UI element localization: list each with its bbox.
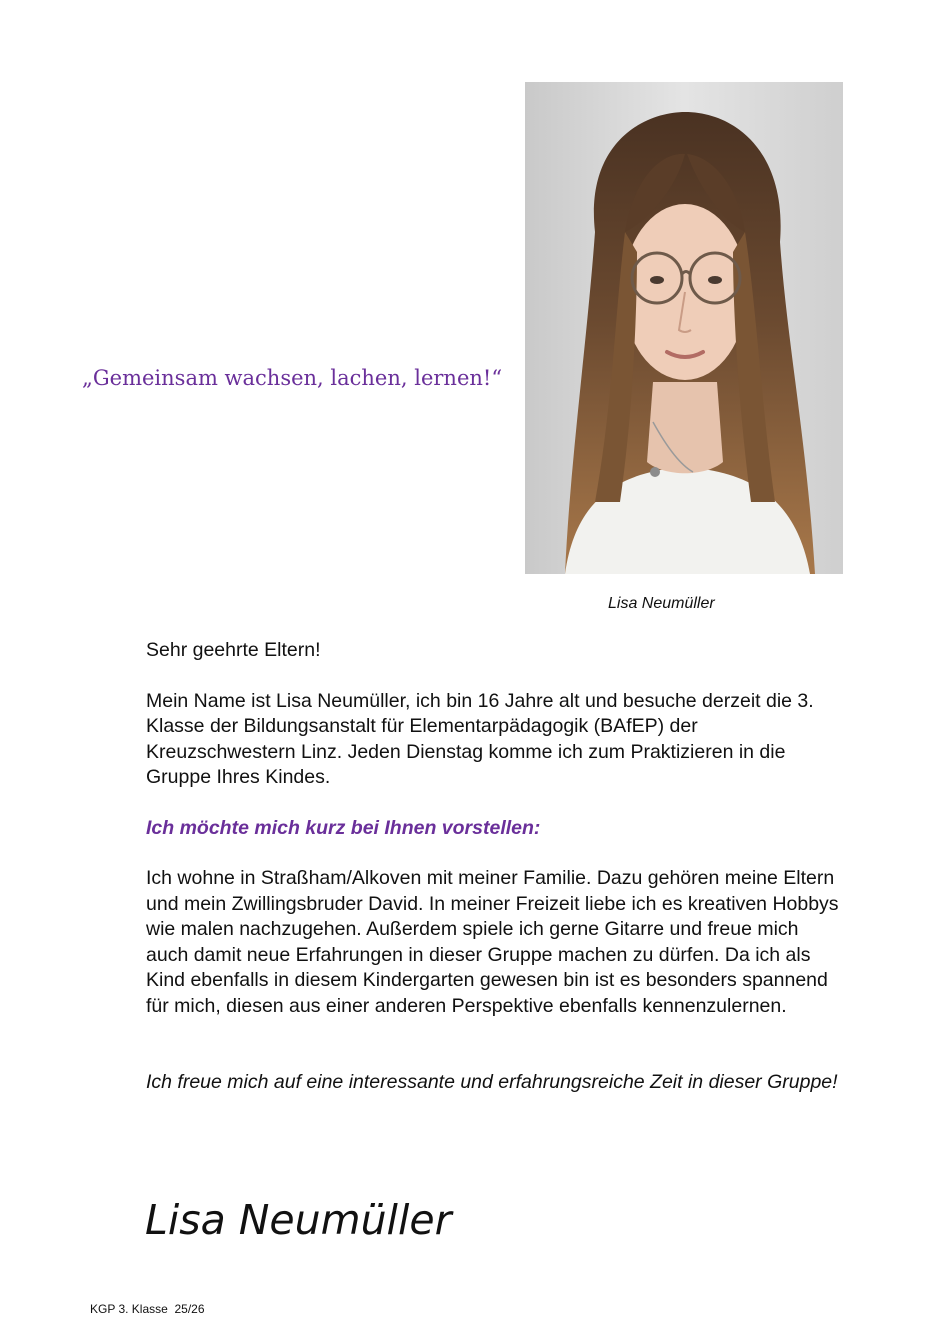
page-footer: KGP 3. Klasse 25/26 (90, 1302, 205, 1316)
letter-closing: Ich freue mich auf eine interessante und erfahrungsreiche Zeit in dieser Gruppe! (146, 1071, 838, 1093)
photo-caption: Lisa Neumüller (608, 595, 715, 612)
letter-intro: Mein Name ist Lisa Neumüller, ich bin 16 Jahre alt und besuche derzeit die 3. Klasse der Bildungsanstalt für Elementarpädagogik (BAfEP) der Kreuzschwestern Linz. Jeden Dienstag komme ich zum Praktizieren in die Gruppe Ihres Kindes. (146, 689, 814, 788)
portrait-illustration (525, 82, 843, 574)
letter-about: Ich wohne in Straßham/Alkoven mit meiner Familie. Dazu gehören meine Eltern und mein Zwillingsbruder David. In meiner Freizeit liebe ich es kreativen Hobbys wie malen nachzugehen. Außerdem spiele ich gerne Gitarre und freue mich auch damit neue Erfahrungen in dieser Gruppe machen zu dürfen. Da ich als Kind ebenfalls in diesem Kindergarten gewesen bin ist es besonders spannend für mich, diesen aus einer anderen Perspektive ebenfalls kennenzulernen. (146, 867, 839, 1017)
letter-greeting: Sehr geehrte Eltern! (146, 639, 321, 661)
signature: Lisa Neumüller (145, 1196, 452, 1244)
portrait-photo (525, 82, 843, 574)
letter-body (146, 638, 846, 1096)
motto-quote: „Gemeinsam wachsen, lachen, lernen!“ (82, 366, 503, 390)
letter-subheading: Ich möchte mich kurz bei Ihnen vorstellen: (146, 816, 541, 839)
